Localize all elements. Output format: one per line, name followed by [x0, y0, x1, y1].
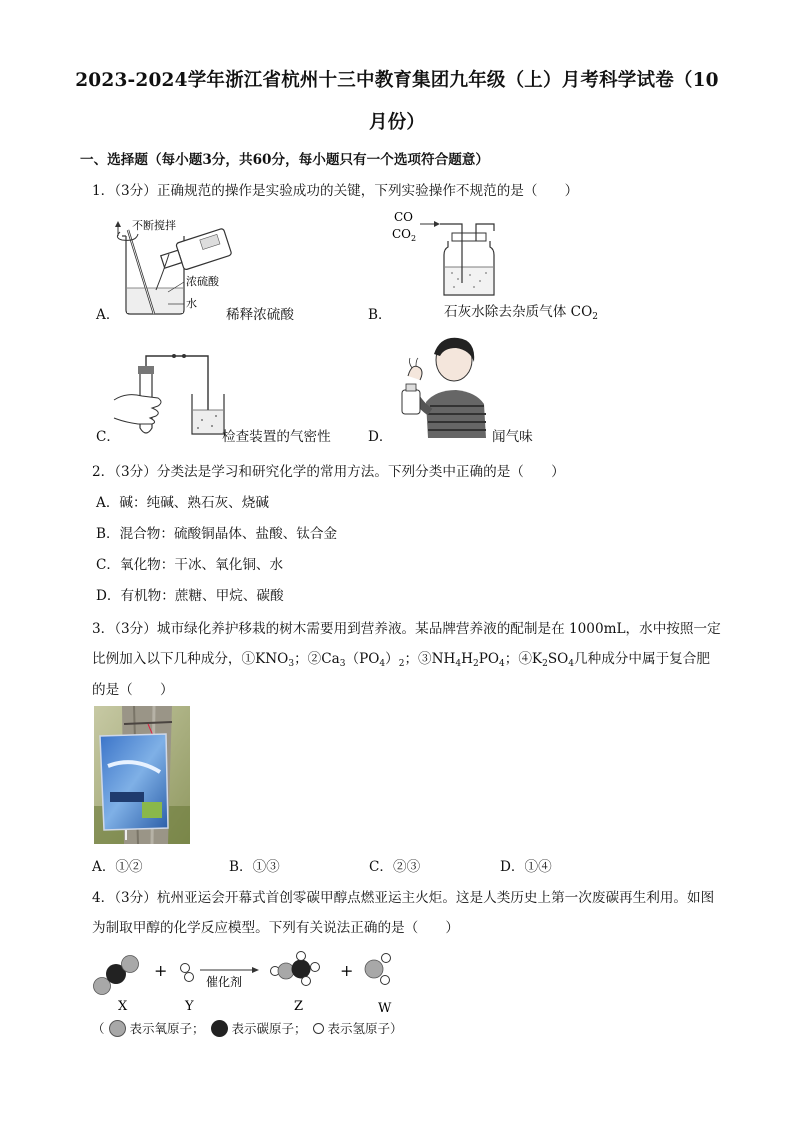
q3-option-d: D．①④: [500, 859, 552, 875]
label-concentrated-acid: 浓硫酸: [186, 275, 219, 288]
gas-co-label: CO: [394, 210, 414, 224]
q1-a-caption: 稀释浓硫酸: [226, 307, 294, 323]
exam-title-line2: 月份）: [368, 112, 426, 133]
airtightness-check-figure: [112, 348, 232, 440]
exam-title-line1: 2023-2024学年浙江省杭州十三中教育集团九年级（上）月考科学试卷（10: [75, 70, 719, 91]
label-stir: 不断搅拌: [132, 219, 176, 232]
question-3-line3: 的是（ ）: [92, 682, 174, 698]
q1-c-caption: 检查装置的气密性: [222, 429, 331, 445]
label-water: 水: [186, 297, 197, 310]
q3-option-a: A．①②: [92, 859, 143, 875]
molecule-w: [365, 954, 391, 985]
q2-option-b: B．混合物：硫酸铜晶体、盐酸、钛合金: [96, 526, 338, 542]
question-4-line1: 4．（3分）杭州亚运会开幕式首创零碳甲醇点燃亚运主火炬。这是人类历史上第一次废碳再生利用。如图: [92, 890, 715, 906]
hydrogen-atom-icon: [313, 1023, 324, 1034]
label-x: X: [118, 999, 128, 1014]
gas-co2-label: $CO_2$: [392, 227, 417, 243]
lime-water-gas-washing-figure: [390, 207, 500, 299]
q1-option-c-letter: C．: [96, 429, 120, 445]
question-3-line2: 比例加入以下几种成分，$①KNO_3$；$②Ca_3(PO_4)_2$；$③NH_4H_2PO_4$；$④K_2SO_4$几种成分中属于复合肥: [92, 651, 710, 669]
q2-option-c: C．氧化物：干冰、氧化铜、水: [96, 557, 284, 573]
q3-option-c: C．②③: [369, 859, 421, 875]
catalyst-label: 催化剂: [206, 975, 243, 989]
q3-option-b: B．①③: [229, 859, 280, 875]
question-4-line2: 为制取甲醇的化学反应模型。下列有关说法正确的是（ ）: [92, 920, 460, 936]
question-3-line1: 3．（3分）城市绿化养护移栽的树木需要用到营养液。某品牌营养液的配制是在 1000mL，水中按照一定: [92, 621, 721, 637]
dilute-acid-figure: [112, 210, 244, 320]
molecule-y: [181, 964, 194, 982]
q2-option-a: A．碱：纯碱、熟石灰、烧碱: [96, 495, 269, 511]
label-y: Y: [185, 999, 194, 1014]
q2-option-d: D．有机物：蔗糖、甲烷、碳酸: [96, 588, 284, 604]
svg-text:+: +: [154, 961, 168, 980]
oxygen-atom-icon: [109, 1020, 126, 1037]
q1-option-a-letter: A．: [96, 307, 120, 323]
svg-text:+: +: [340, 961, 354, 980]
molecule-x: [94, 956, 139, 995]
q1-option-d-letter: D．: [368, 429, 393, 445]
smell-gas-figure: [396, 332, 492, 440]
question-1-stem: 1．（3分）正确规范的操作是实验成功的关键，下列实验操作不规范的是（ ）: [92, 183, 579, 199]
label-w: W: [378, 1001, 392, 1016]
atom-legend: （ 表示氧原子； 表示碳原子； 表示氢原子）: [92, 1021, 403, 1036]
label-z: Z: [294, 999, 304, 1014]
molecule-z: [271, 952, 320, 986]
carbon-atom-icon: [211, 1020, 228, 1037]
q1-b-caption: 石灰水除去杂质气体 $CO_2$: [444, 304, 598, 322]
tree-nutrient-bag-photo: [94, 706, 190, 844]
q1-option-b-letter: B．: [368, 307, 392, 323]
question-2-stem: 2．（3分）分类法是学习和研究化学的常用方法。下列分类中正确的是（ ）: [92, 464, 565, 480]
q1-d-caption: 闻气味: [492, 429, 533, 445]
reaction-model-diagram: [88, 944, 428, 1016]
section-heading: 一、选择题（每小题3分，共60分，每小题只有一个选项符合题意）: [80, 152, 489, 168]
